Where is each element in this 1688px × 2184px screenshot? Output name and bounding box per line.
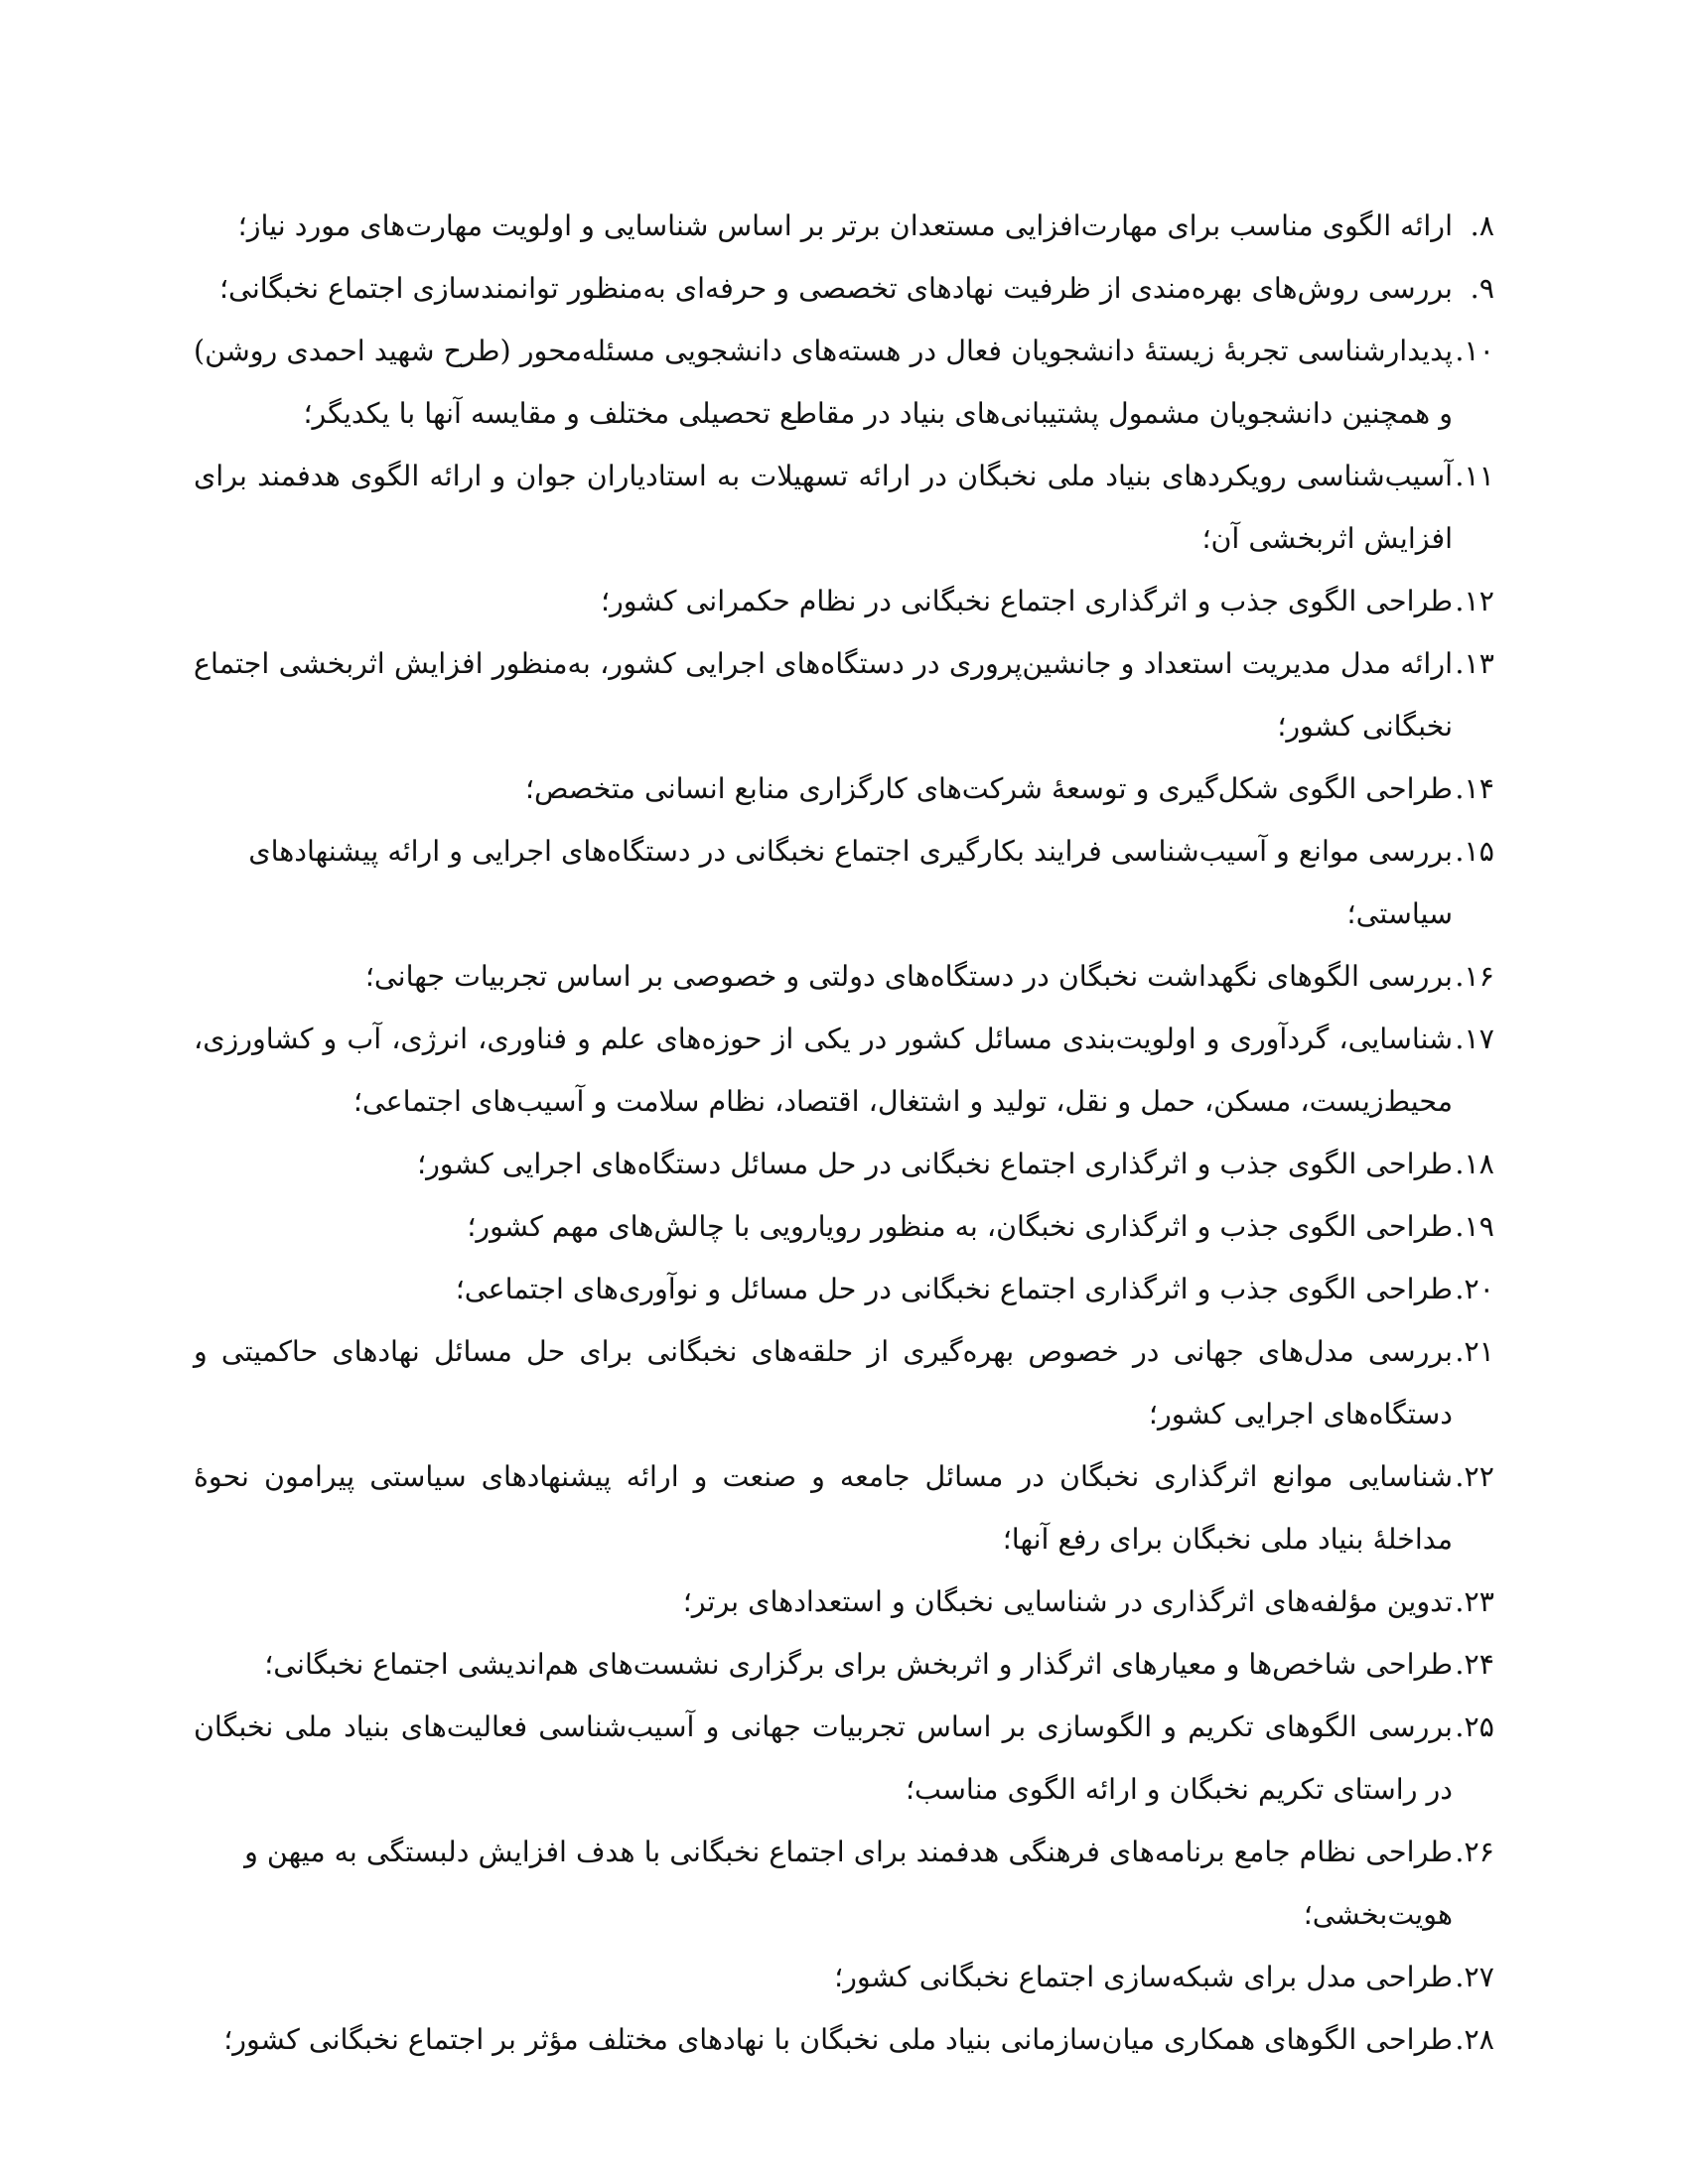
list-item <box>194 257 1494 320</box>
list-item <box>194 1133 1494 1195</box>
item-number: ۱۷. <box>1455 1023 1494 1055</box>
item-text: پدیدارشناسی تجربهٔ زیستهٔ دانشجویان فعال در هسته‌های دانشجویی مسئله‌محور (طرح شهید احمدی روشن) و همچنین دانشجویان مشمول پشتیبانی‌های بنیاد در مقاطع تحصیلی مختلف و مقایسه آنها با یکدیگر؛ <box>194 335 1453 430</box>
item-text: طراحی مدل برای شبکه‌سازی اجتماع نخبگانی کشور؛ <box>834 1961 1453 1993</box>
item-text: طراحی شاخص‌ها و معیارهای اثرگذار و اثربخش برای برگزاری نشست‌های هم‌اندیشی اجتماع نخبگانی؛ <box>264 1648 1453 1681</box>
list-item <box>194 1946 1494 2008</box>
item-text: طراحی الگوی جذب و اثرگذاری اجتماع نخبگانی در حل مسائل و نوآوری‌های اجتماعی؛ <box>455 1273 1453 1305</box>
item-number: ۱۶. <box>1455 960 1494 993</box>
item-number: ۹. <box>1470 272 1494 305</box>
item-text: ارائه الگوی مناسب برای مهارت‌افزایی مستعدان برتر بر اساس شناسایی و اولویت مهارت‌های مورد نیاز؛ <box>237 209 1453 242</box>
item-number: ۲۱. <box>1455 1335 1494 1368</box>
item-number: ۲۸. <box>1455 2023 1494 2056</box>
item-number: ۲۴. <box>1455 1648 1494 1681</box>
item-text: بررسی مدل‌های جهانی در خصوص بهره‌گیری از حلقه‌های نخبگانی برای حل مسائل نهادهای حاکمیتی و دستگاه‌های اجرایی کشور؛ <box>194 1335 1453 1431</box>
item-number: ۸. <box>1470 209 1494 242</box>
item-number: ۲۳. <box>1455 1585 1494 1618</box>
item-text: طراحی الگوی جذب و اثرگذاری نخبگان، به منظور رویارویی با چالش‌های مهم کشور؛ <box>467 1210 1453 1243</box>
item-number: ۱۲. <box>1455 585 1494 617</box>
list-item <box>194 1633 1494 1696</box>
item-number: ۱۳. <box>1455 647 1494 680</box>
item-text: بررسی الگوهای نگهداشت نخبگان در دستگاه‌های دولتی و خصوصی بر اساس تجربیات جهانی؛ <box>364 960 1453 993</box>
list-item <box>194 757 1494 820</box>
item-number: ۱۹. <box>1455 1210 1494 1243</box>
list-item <box>194 632 1494 757</box>
list-item <box>194 945 1494 1008</box>
list-item <box>194 820 1494 945</box>
list-item <box>194 445 1494 570</box>
item-number: ۱۸. <box>1455 1148 1494 1180</box>
item-text: طراحی الگوی جذب و اثرگذاری اجتماع نخبگانی در حل مسائل دستگاه‌های اجرایی کشور؛ <box>417 1148 1453 1180</box>
item-text: ارائه مدل مدیریت استعداد و جانشین‌پروری در دستگاه‌های اجرایی کشور، به‌منظور افزایش اثربخشی اجتماع نخبگانی کشور؛ <box>194 647 1453 743</box>
item-text: طراحی نظام جامع برنامه‌های فرهنگی هدفمند برای اجتماع نخبگانی با هدف افزایش دلبستگی به میهن و هویت‌بخشی؛ <box>244 1836 1453 1931</box>
numbered-list <box>194 195 1494 2071</box>
item-number: ۱۱. <box>1455 460 1494 492</box>
item-text: تدوین مؤلفه‌های اثرگذاری در شناسایی نخبگان و استعدادهای برتر؛ <box>682 1585 1453 1618</box>
item-number: ۲۶. <box>1455 1836 1494 1868</box>
list-item <box>194 1008 1494 1133</box>
item-number: ۲۵. <box>1455 1710 1494 1743</box>
list-item <box>194 570 1494 632</box>
item-text: طراحی الگوی شکل‌گیری و توسعهٔ شرکت‌های کارگزاری منابع انسانی متخصص؛ <box>524 772 1453 805</box>
item-number: ۱۵. <box>1455 835 1494 868</box>
item-number: ۲۰. <box>1455 1273 1494 1305</box>
item-text: شناسایی موانع اثرگذاری نخبگان در مسائل جامعه و صنعت و ارائه پیشنهادهای سیاستی پیرامون نحوهٔ مداخلهٔ بنیاد ملی نخبگان برای رفع آنها؛ <box>194 1460 1453 1556</box>
item-text: بررسی روش‌های بهره‌مندی از ظرفیت نهادهای تخصصی و حرفه‌ای به‌منظور توانمندسازی اجتماع نخبگانی؛ <box>219 272 1453 305</box>
list-item <box>194 1570 1494 1633</box>
list-item <box>194 1320 1494 1445</box>
list-item <box>194 195 1494 257</box>
item-number: ۲۲. <box>1455 1460 1494 1493</box>
item-number: ۲۷. <box>1455 1961 1494 1993</box>
item-text: بررسی الگوهای تکریم و الگوسازی بر اساس تجربیات جهانی و آسیب‌شناسی فعالیت‌های بنیاد ملی نخبگان در راستای تکریم نخبگان و ارائه الگوی مناسب؛ <box>194 1710 1453 1806</box>
list-item <box>194 2008 1494 2071</box>
list-item <box>194 320 1494 445</box>
list-item <box>194 1696 1494 1821</box>
item-text: آسیب‌شناسی رویکردهای بنیاد ملی نخبگان در ارائه تسهیلات به استادیاران جوان و ارائه الگوی هدفمند برای افزایش اثربخشی آن؛ <box>194 460 1453 555</box>
list-item <box>194 1821 1494 1946</box>
item-text: طراحی الگوهای همکاری میان‌سازمانی بنیاد ملی نخبگان با نهادهای مختلف مؤثر بر اجتماع نخبگانی کشور؛ <box>223 2023 1453 2056</box>
item-text: شناسایی، گردآوری و اولویت‌بندی مسائل کشور در یکی از حوزه‌های علم و فناوری، انرژی، آب و کشاورزی، محیط‌زیست، مسکن، حمل و نقل، تولید و اشتغال، اقتصاد، نظام سلامت و آسیب‌های اجتماعی؛ <box>194 1023 1453 1118</box>
item-text: بررسی موانع و آسیب‌شناسی فرایند بکارگیری اجتماع نخبگانی در دستگاه‌های اجرایی و ارائه پیشنهادهای سیاستی؛ <box>248 835 1453 930</box>
list-item <box>194 1258 1494 1320</box>
list-item <box>194 1195 1494 1258</box>
item-number: ۱۰. <box>1455 335 1494 367</box>
item-number: ۱۴. <box>1455 772 1494 805</box>
item-text: طراحی الگوی جذب و اثرگذاری اجتماع نخبگانی در نظام حکمرانی کشور؛ <box>600 585 1453 617</box>
list-item <box>194 1445 1494 1570</box>
